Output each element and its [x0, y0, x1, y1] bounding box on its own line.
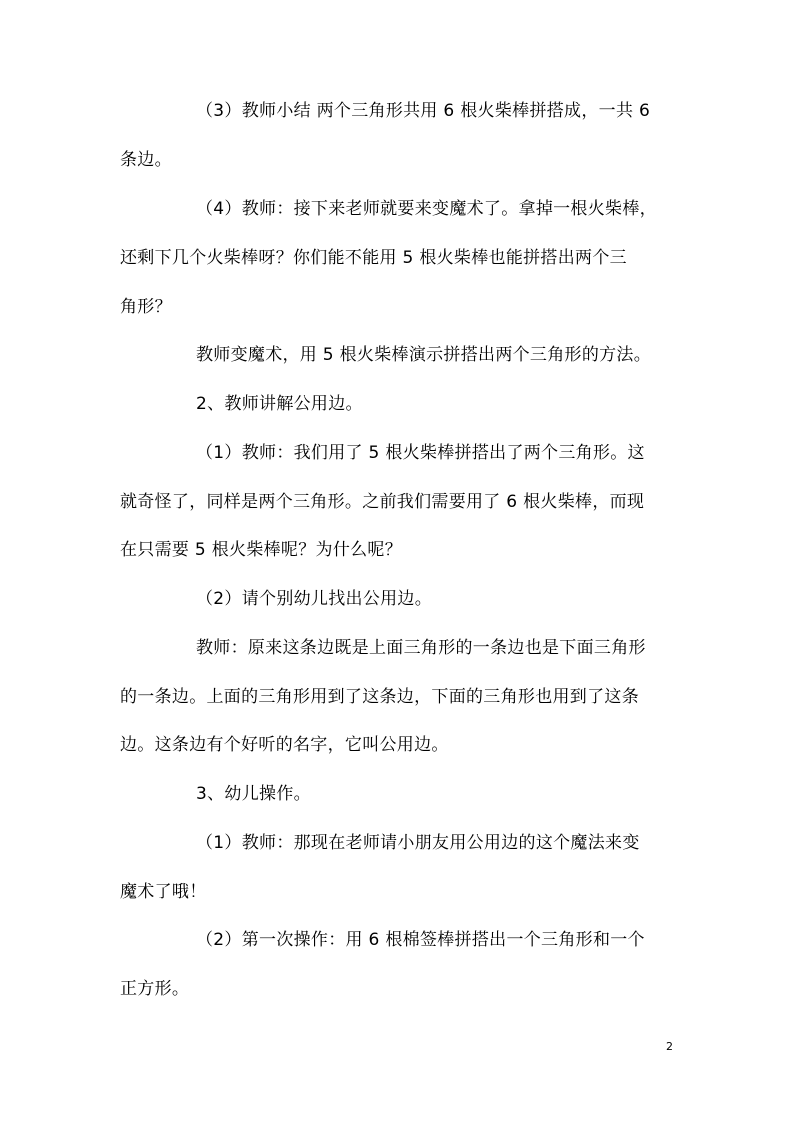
text-line: 教师：原来这条边既是上面三角形的一条边也是下面三角形 [196, 638, 646, 658]
text-line: 教师变魔术，用 5 根火柴棒演示拼搭出两个三角形的方法。 [196, 345, 652, 365]
text-line: 边。这条边有个好听的名字，它叫公用边。 [120, 735, 449, 755]
text-line: （1）教师：我们用了 5 根火柴棒拼搭出了两个三角形。这 [196, 443, 645, 463]
text-line: 在只需要 5 根火柴棒呢？为什么呢？ [120, 540, 403, 560]
text-line: （2）请个别幼儿找出公用边。 [196, 589, 433, 609]
text-line: 2、教师讲解公用边。 [196, 394, 363, 414]
text-line: 3、幼儿操作。 [196, 784, 311, 804]
text-line: 魔术了哦！ [120, 882, 207, 902]
text-line: 还剩下几个火柴棒呀？你们能不能用 5 根火柴棒也能拼搭出两个三 [120, 248, 627, 268]
text-line: （4）教师：接下来老师就要来变魔术了。拿掉一根火柴棒， [196, 199, 657, 219]
text-line: 的一条边。上面的三角形用到了这条边，下面的三角形也用到了这条 [120, 687, 639, 707]
text-line: 角形？ [120, 297, 172, 317]
text-line: （1）教师：那现在老师请小朋友用公用边的这个魔法来变 [196, 833, 640, 853]
text-line: 条边。 [120, 150, 172, 170]
text-line: 就奇怪了，同样是两个三角形。之前我们需要用了 6 根火柴棒，而现 [120, 492, 645, 512]
text-line: （2）第一次操作：用 6 根棉签棒拼搭出一个三角形和一个 [196, 930, 645, 950]
text-line: 正方形。 [120, 979, 190, 999]
text-line: （3）教师小结 两个三角形共用 6 根火柴棒拼搭成，一共 6 [196, 101, 651, 121]
page-number: 2 [666, 1040, 673, 1053]
